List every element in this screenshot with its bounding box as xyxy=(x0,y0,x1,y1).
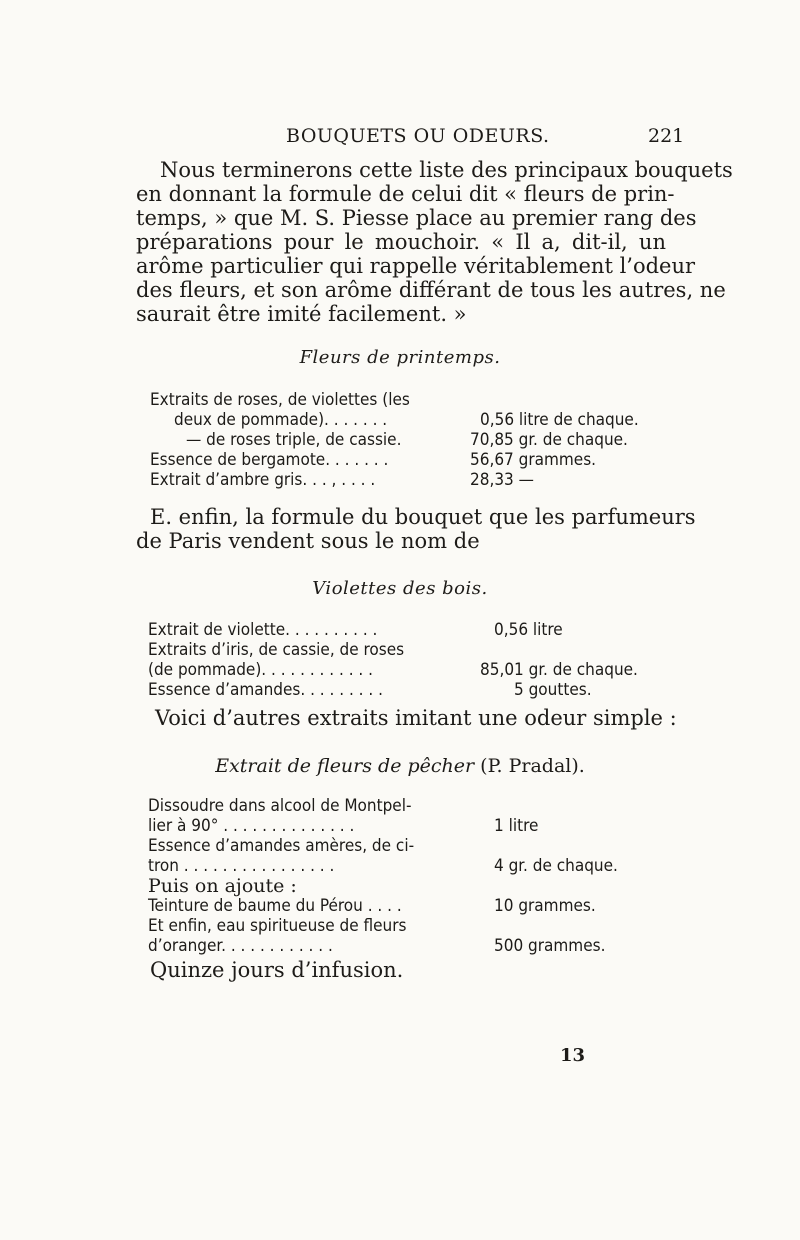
intro-line: en donnant la formule de celui dit « fleurs de prin- xyxy=(136,182,675,206)
recipe-row xyxy=(148,796,668,816)
recipe-heading xyxy=(0,755,800,777)
recipe-row xyxy=(148,936,668,956)
intro-paragraph xyxy=(136,158,733,326)
ingredient: tron . . . . . . . . . . . . . . . . xyxy=(148,856,335,876)
intro-line: arôme particulier qui rappelle véritablement l’odeur xyxy=(136,254,696,278)
ingredient: — de roses triple, de cassie. xyxy=(186,430,402,450)
ingredient: lier à 90° . . . . . . . . . . . . . . xyxy=(148,816,355,836)
transition-sentence: Voici d’autres extraits imitant une odeur simple : xyxy=(155,706,677,730)
ingredient: (de pommade). . . . . . . . . . . . xyxy=(148,660,373,680)
recipe-table xyxy=(148,620,668,700)
instruction: Puis on ajoute : xyxy=(148,875,297,897)
intro-line: Nous terminerons cette liste des principaux bouquets xyxy=(160,158,733,182)
intro-line: temps, » que M. S. Piesse place au premier rang des xyxy=(136,206,697,230)
recipe-row xyxy=(150,470,670,490)
recipe-title: Violettes des bois. xyxy=(312,578,488,599)
quantity: 56,67 grammes. xyxy=(470,450,597,470)
recipe-title: Fleurs de printemps. xyxy=(299,347,501,368)
quantity: 5 gouttes. xyxy=(514,680,592,700)
recipe-row xyxy=(148,640,668,660)
recipe-row xyxy=(148,836,668,856)
page-header xyxy=(0,125,800,149)
ingredient: Essence d’amandes amères, de ci- xyxy=(148,836,415,856)
recipe-row xyxy=(148,916,668,936)
quantity: 10 grammes. xyxy=(494,896,596,916)
quantity: 1 litre xyxy=(494,816,539,836)
quantity: 0,56 litre xyxy=(494,620,563,640)
page-number: 221 xyxy=(648,125,685,147)
recipe-row xyxy=(148,816,668,836)
recipe-row xyxy=(150,430,670,450)
recipe-row xyxy=(148,896,668,916)
ingredient: Extraits de roses, de violettes (les xyxy=(150,390,410,410)
recipe-title: Extrait de fleurs de pêcher xyxy=(215,755,475,777)
recipe-row xyxy=(148,660,668,680)
middle-paragraph xyxy=(136,505,696,553)
quantity: 70,85 gr. de chaque. xyxy=(470,430,628,450)
ingredient: Dissoudre dans alcool de Montpel- xyxy=(148,796,412,816)
recipe-table xyxy=(148,796,668,956)
ingredient: d’oranger. . . . . . . . . . . . xyxy=(148,936,333,956)
closing-line: Quinze jours d’infusion. xyxy=(150,958,404,982)
recipe-table xyxy=(150,390,670,490)
recipe-row xyxy=(148,680,668,700)
recipe-attribution: (P. Pradal). xyxy=(480,755,585,777)
recipe-row xyxy=(150,410,670,430)
ingredient: Essence de bergamote. . . . . . . xyxy=(150,450,389,470)
ingredient: Extraits d’iris, de cassie, de roses xyxy=(148,640,405,660)
signature-mark: 13 xyxy=(560,1045,586,1066)
middle-line: de Paris vendent sous le nom de xyxy=(136,529,480,553)
ingredient: Et enfin, eau spiritueuse de fleurs xyxy=(148,916,407,936)
running-title: BOUQUETS OU ODEURS. xyxy=(286,125,550,147)
ingredient: Essence d’amandes. . . . . . . . . xyxy=(148,680,383,700)
recipe-row xyxy=(148,876,668,896)
quantity: 85,01 gr. de chaque. xyxy=(480,660,638,680)
ingredient: deux de pommade). . . . . . . xyxy=(174,410,388,430)
intro-line: saurait être imité facilement. » xyxy=(136,302,467,326)
ingredient: Teinture de baume du Pérou . . . . xyxy=(148,896,402,916)
intro-line: des fleurs, et son arôme différant de tous les autres, ne xyxy=(136,278,726,302)
ingredient: Extrait de violette. . . . . . . . . . xyxy=(148,620,378,640)
quantity: 500 grammes. xyxy=(494,936,606,956)
recipe-row xyxy=(150,390,670,410)
quantity: 4 gr. de chaque. xyxy=(494,856,618,876)
quantity: 0,56 litre de chaque. xyxy=(480,410,639,430)
quantity: 28,33 — xyxy=(470,470,534,490)
recipe-row xyxy=(148,856,668,876)
intro-line: préparations pour le mouchoir. « Il a, dit-il, un xyxy=(136,230,666,254)
ingredient: Extrait d’ambre gris. . . , . . . . xyxy=(150,470,376,490)
recipe-row xyxy=(150,450,670,470)
middle-line: E. enfin, la formule du bouquet que les parfumeurs xyxy=(150,505,696,529)
recipe-row xyxy=(148,620,668,640)
